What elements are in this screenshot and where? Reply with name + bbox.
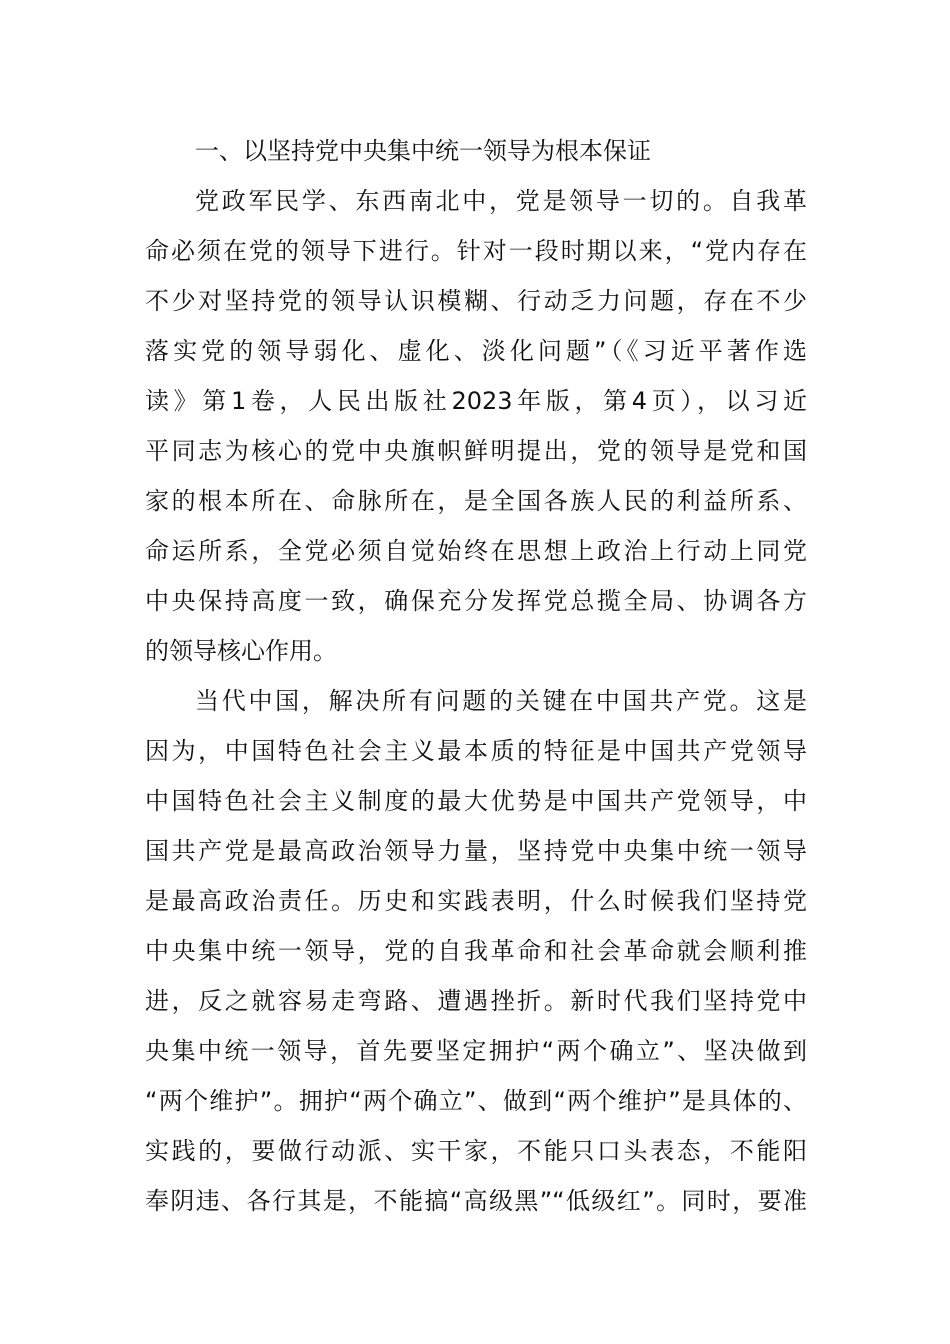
paragraph-line: 因为，中国特色社会主义最本质的特征是中国共产党领导 <box>145 737 807 765</box>
paragraph-line: 平同志为核心的党中央旗帜鲜明提出，党的领导是党和国 <box>145 437 807 465</box>
paragraph-line: 命运所系，全党必须自觉始终在思想上政治上行动上同党 <box>145 537 807 565</box>
paragraph-line: 的领导核心作用。 <box>145 637 337 665</box>
paragraph-2 <box>145 676 807 1226</box>
paragraph-line: 央集中统一领导，首先要坚定拥护“两个确立”、坚决做到 <box>145 1037 807 1065</box>
paragraph-line: 是最高政治责任。历史和实践表明，什么时候我们坚持党 <box>145 887 807 915</box>
paragraph-line: 党政军民学、东西南北中，党是领导一切的。自我革 <box>195 187 807 215</box>
paragraph-line: 国共产党是最高政治领导力量，坚持党中央集中统一领导 <box>145 837 807 865</box>
paragraph-line: 当代中国，解决所有问题的关键在中国共产党。这是 <box>195 687 807 715</box>
document-body <box>145 126 807 1226</box>
paragraph-line: “两个维护”。拥护“两个确立”、做到“两个维护”是具体的、 <box>145 1087 807 1115</box>
section-heading: 一、以坚持党中央集中统一领导为根本保证 <box>195 137 651 165</box>
paragraph-line: 落实党的领导弱化、虚化、淡化问题”（《习近平著作选 <box>145 337 807 365</box>
paragraph-line: 读》第1卷，人民出版社2023年版，第4页），以习近 <box>145 387 807 415</box>
paragraph-line: 实践的，要做行动派、实干家，不能只口头表态，不能阳 <box>145 1137 807 1165</box>
paragraph-line: 奉阴违、各行其是，不能搞“高级黑”“低级红”。同时，要准 <box>145 1187 807 1215</box>
paragraph-1 <box>145 176 807 676</box>
paragraph-line: 不少对坚持党的领导认识模糊、行动乏力问题，存在不少 <box>145 287 807 315</box>
paragraph-line: 命必须在党的领导下进行。针对一段时期以来，“党内存在 <box>145 237 807 265</box>
paragraph-line: 进，反之就容易走弯路、遭遇挫折。新时代我们坚持党中 <box>145 987 807 1015</box>
paragraph-line: 中央集中统一领导，党的自我革命和社会革命就会顺利推 <box>145 937 807 965</box>
paragraph-line: 中央保持高度一致，确保充分发挥党总揽全局、协调各方 <box>145 587 807 615</box>
paragraph-line: 家的根本所在、命脉所在，是全国各族人民的利益所系、 <box>145 487 807 515</box>
paragraph-line: 中国特色社会主义制度的最大优势是中国共产党领导，中 <box>145 787 807 815</box>
